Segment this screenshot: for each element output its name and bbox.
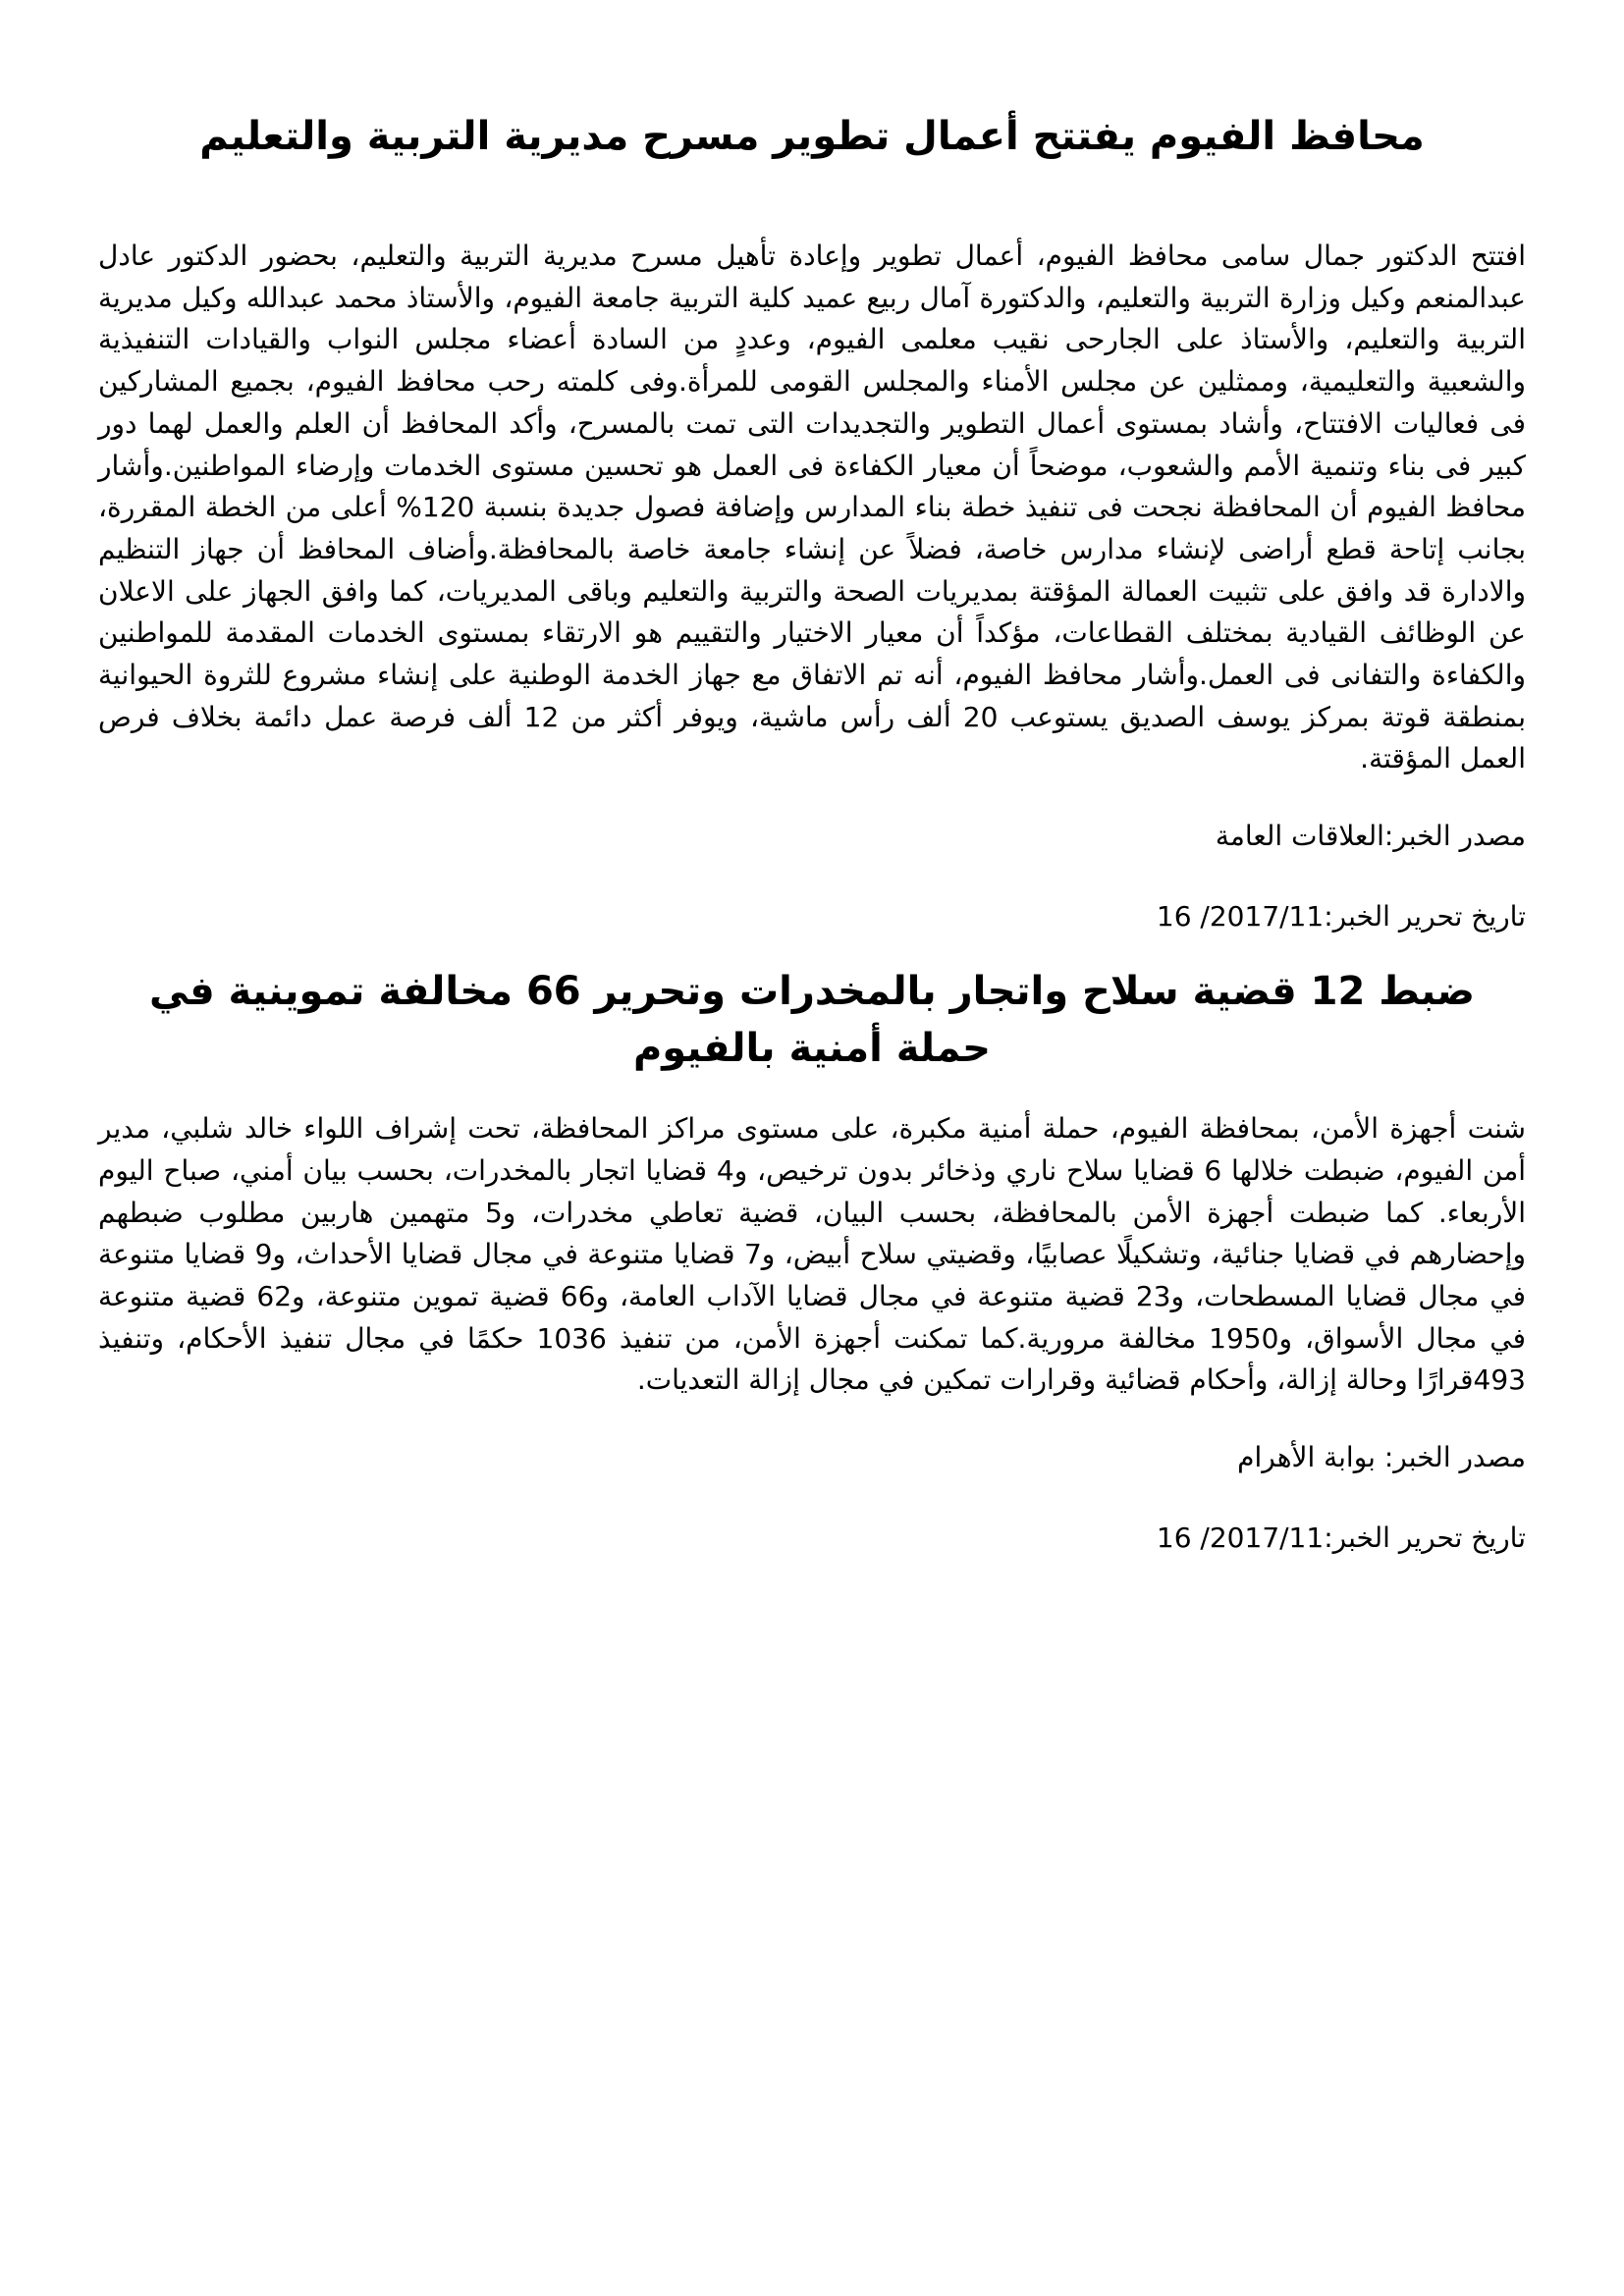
article-1-date-label: تاريخ تحرير الخبر:: [1324, 900, 1526, 934]
article-1-date-value: 16 /2017/11: [1156, 900, 1325, 934]
article-1-body: افتتح الدكتور جمال سامى محافظ الفيوم، أعمال تطوير وإعادة تأهيل مسرح مديرية التربية والتعليم، بحضور الدكتور عادل عبدالمنعم وكيل وزارة التربية والتعليم، والدكتورة آمال ربيع عميد كلية التربية جامعة الفيوم، والأستاذ محمد عبدالله وكيل مديرية التربية والتعليم، والأستاذ على الجارحى نقيب معلمى الفيوم، وعددٍ من السادة أعضاء مجلس النواب والقيادات التنفيذية والشعبية والتعليمية، وممثلين عن مجلس الأمناء والمجلس القومى للمرأة.وفى كلمته رحب محافظ الفيوم، بجميع المشاركين فى فعاليات الافتتاح، وأشاد بمستوى أعمال التطوير والتجديدات التى تمت بالمسرح، وأكد المحافظ أن العلم والعمل لهما دور كبير فى بناء وتنمية الأمم والشعوب، موضحاً أن معيار الكفاءة فى العمل هو تحسين مستوى الخدمات وإرضاء المواطنين.وأشار محافظ الفيوم أن المحافظة نجحت فى تنفيذ خطة بناء المدارس وإضافة فصول جديدة بنسبة 120% أعلى من الخطة المقررة، بجانب إتاحة قطع أراضى لإنشاء مدارس خاصة، فضلاً عن إنشاء جامعة خاصة بالمحافظة.وأضاف المحافظ أن جهاز التنظيم والادارة قد وافق على تثبيت العمالة المؤقتة بمديريات الصحة والتربية والتعليم وباقى المديريات، كما وافق الجهاز على الاعلان عن الوظائف القيادية بمختلف القطاعات، مؤكداً أن معيار الاختيار والتقييم هو الارتقاء بمستوى الخدمات المقدمة للمواطنين والكفاءة والتفانى فى العمل.وأشار محافظ الفيوم، أنه تم الاتفاق مع جهاز الخدمة الوطنية على إنشاء مشروع للثروة الحيوانية بمنطقة قوتة بمركز يوسف الصديق يستوعب 20 ألف رأس ماشية، ويوفر أكثر من 12 ألف فرصة عمل دائمة بخلاف فرص العمل المؤقتة.: [98, 240, 1527, 775]
article-2: [98, 963, 1526, 1559]
article-2-date-value: 16 /2017/11: [1156, 1522, 1325, 1555]
article-2-body: شنت أجهزة الأمن، بمحافظة الفيوم، حملة أمنية مكبرة، على مستوى مراكز المحافظة، تحت إشراف اللواء خالد شلبي، مدير أمن الفيوم، ضبطت خلالها 6 قضايا سلاح ناري وذخائر بدون ترخيص، و4 قضايا اتجار بالمخدرات، بحسب بيان أمني، صباح اليوم الأربعاء. كما ضبطت أجهزة الأمن بالمحافظة، بحسب البيان، قضية تعاطي مخدرات، و5 متهمين هاربين مطلوب ضبطهم وإحضارهم في قضايا جنائية، وتشكيلًا عصابيًا، وقضيتي سلاح أبيض، و7 قضايا متنوعة في مجال قضايا الأحداث، و9 قضايا متنوعة في مجال قضايا المسطحات، و23 قضية متنوعة في مجال قضايا الآداب العامة، و66 قضية تموين متنوعة، و62 قضية متنوعة في مجال الأسواق، و1950 مخالفة مرورية.كما تمكنت أجهزة الأمن، من تنفيذ 1036 حكمًا في مجال تنفيذ الأحكام، وتنفيذ 493قرارًا وحالة إزالة، وأحكام قضائية وقرارات تمكين في مجال إزالة التعديات.: [98, 1112, 1527, 1397]
article-2-source-value: بوابة الأهرام: [1237, 1441, 1384, 1474]
article-2-date: [98, 1518, 1526, 1559]
article-1-title: محافظ الفيوم يفتتح أعمال تطوير مسرح مديرية التربية والتعليم: [199, 114, 1425, 159]
article-1-source-label: مصدر الخبر:: [1383, 820, 1526, 853]
article-1-source: [98, 816, 1526, 857]
article-1-source-value: العلاقات العامة: [1215, 820, 1384, 853]
article-1: [98, 108, 1526, 937]
article-2-date-label: تاريخ تحرير الخبر:: [1324, 1522, 1526, 1555]
article-2-source: [98, 1437, 1526, 1478]
article-2-source-label: مصدر الخبر:: [1383, 1441, 1526, 1474]
article-2-title: ضبط 12 قضية سلاح واتجار بالمخدرات وتحرير 66 مخالفة تموينية في حملة أمنية بالفيوم: [148, 969, 1476, 1072]
article-1-date: [98, 896, 1526, 937]
